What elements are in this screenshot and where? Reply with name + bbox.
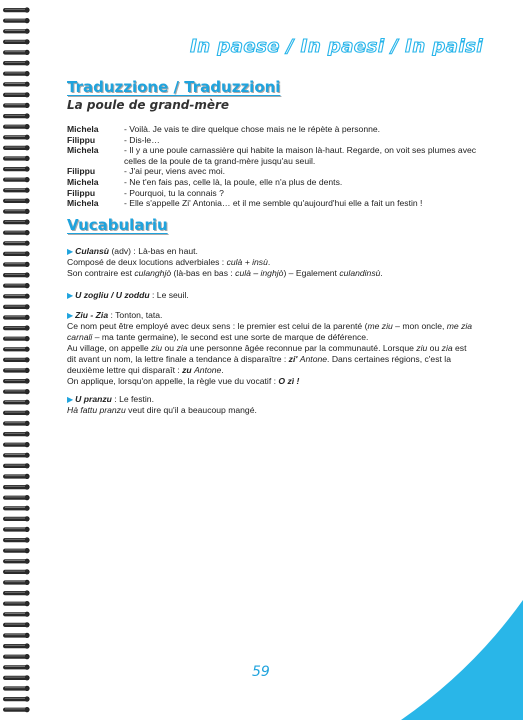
spiral-ring [3,304,30,309]
page-corner-decoration [383,600,523,720]
spiral-ring [3,548,30,553]
spiral-ring [3,92,30,97]
vocab-italic: zia [441,343,453,353]
spiral-ring [3,537,30,542]
dialogue-text: - Voilà. Je vais te dire quelque chose mais ne le répète à personne. [124,124,381,134]
vocab-text: ) – Egalement [283,268,340,278]
spiral-ring [3,580,30,585]
vocab-italic: culà – inghjò [235,268,284,278]
vocab-text: . Dans certaines régions, c'est la deuxième lettre qui disparaît : [67,354,451,375]
spiral-ring [3,622,30,627]
vocab-italic: ziu [416,343,428,353]
spiral-ring [3,18,30,23]
vocab-text: ou [427,343,442,353]
vocab-italic: Hà fattu pranzu [67,405,126,415]
dialogue-text: - Ne t'en fais pas, celle là, la poule, elle n'a plus de dents. [124,176,343,187]
dialogue-line [67,188,477,199]
bullet-triangle-icon: ▶ [67,291,74,300]
spiral-ring [3,516,30,521]
spiral-ring [3,400,30,405]
vocab-text: (là-bas en bas : [171,268,236,278]
dialogue-text: - Pourquoi, tu la connais ? [124,187,224,198]
vocab-italic: Antone [299,354,328,364]
dialogue-line [67,177,477,188]
spiral-ring [3,590,30,595]
spiral-ring [3,484,30,489]
vocab-text: . [380,268,383,278]
vocab-italic: zia [176,343,188,353]
vocab-term: Culansù [75,246,110,256]
spiral-ring [3,156,30,161]
spiral-ring [3,135,30,140]
vocab-bold-italic: O zì ! [278,376,300,386]
vocab-text: une personne âgée reconnue par la communauté. Lorsque [187,343,417,353]
spiral-ring [3,410,30,415]
vocab-italic: me zia carnali [67,321,473,342]
spiral-ring [3,527,30,532]
spiral-ring [3,431,30,436]
spiral-ring [3,177,30,182]
spiral-ring [3,665,30,670]
spiral-ring [3,495,30,500]
spiral-ring [3,336,30,341]
vocab-text: On applique, lorsqu'on appelle, la règle vue du vocatif : [67,376,279,386]
speaker-name: Filippu [67,134,96,145]
spiral-ring [3,696,30,701]
spiral-ring [3,50,30,55]
spiral-ring [3,357,30,362]
vocab-bold-italic: zi' [288,354,300,364]
dialogue-line [67,166,477,177]
vocab-text: Son contraire est [67,268,135,278]
vocab-entry-ziu [67,310,477,387]
speaker-name: Michela [67,145,99,156]
vocab-text: Ce nom peut être employé avec deux sens : le premier est celui de la parenté ( [67,321,368,331]
speaker-name: Michela [67,124,99,134]
spiral-ring [3,474,30,479]
vocab-text: veut dire qu'il a beaucoup mangé. [125,405,257,415]
spiral-binding [0,0,40,720]
vocab-term: U zogliu / U zoddu [75,290,150,300]
dialogue-text: - Il y a une poule carnassière qui habite la maison là-haut. Regarde, on voit ses plumes avec celles de la poule de ta grand-mère jusqu'au seuil. [124,145,477,166]
dialogue-line [67,145,477,166]
spiral-ring [3,463,30,468]
vocab-definition: (adv) : Là-bas en haut. [109,246,198,256]
spiral-ring [3,262,30,267]
spiral-ring [3,368,30,373]
spiral-ring [3,39,30,44]
spiral-ring [3,325,30,330]
spiral-ring [3,272,30,277]
speaker-name: Michela [67,176,99,187]
vocab-italic: me ziu [367,321,393,331]
spiral-ring [3,559,30,564]
spiral-ring [3,294,30,299]
spiral-ring [3,421,30,426]
dialogue-text: - J'ai peur, viens avec moi. [124,166,225,177]
translation-section-title: Traduzzione / Traduzzioni [67,78,281,96]
vocab-text: . [221,365,224,375]
spiral-ring [3,442,30,447]
spiral-ring [3,633,30,638]
dialogue [67,124,477,209]
spiral-ring [3,654,30,659]
vocab-text: – ma tante germaine), le second est une sorte de marque de déférence. [92,332,369,342]
spiral-ring [3,60,30,65]
vocab-definition: : Le festin. [111,394,154,404]
spiral-ring [3,71,30,76]
spiral-ring [3,188,30,193]
page-header-title: In paese / In paesi / In paisi [190,36,483,57]
vocab-text: . [267,257,271,267]
spiral-ring [3,230,30,235]
vocabulary-section-title: Vucabulariu [67,216,168,234]
spiral-ring [3,166,30,171]
spiral-ring [3,707,30,712]
translation-subtitle: La poule de grand-mère [67,98,230,112]
vocab-term: U pranzu [75,394,112,404]
spiral-ring [3,612,30,617]
spiral-ring [3,29,30,34]
spiral-ring [3,82,30,87]
bullet-triangle-icon: ▶ [67,247,74,256]
spiral-ring [3,124,30,129]
speaker-name: Filippu [67,166,96,177]
vocab-text: – mon oncle, [392,321,447,331]
spiral-ring [3,686,30,691]
spiral-ring [3,378,30,383]
vocab-definition: : Tonton, tata. [108,310,163,320]
vocab-text: Au village, on appelle [67,343,152,353]
vocab-text: ou [162,343,177,353]
spiral-ring [3,198,30,203]
spiral-ring [3,251,30,256]
vocab-italic: culà + insù [226,257,268,267]
vocab-definition: : Le seuil. [149,290,189,300]
spiral-ring [3,675,30,680]
spiral-ring [3,601,30,606]
spiral-ring [3,113,30,118]
vocab-entry-zogliu [67,290,477,301]
spiral-ring [3,219,30,224]
vocab-bold-italic: zu [182,365,195,375]
spiral-ring [3,347,30,352]
vocab-entry-pranzu [67,394,477,416]
dialogue-text: - Elle s'appelle Zi' Antonia… et il me semble qu'aujourd'hui elle a fait un festin ! [124,198,423,209]
vocab-italic: culanghjò [134,268,172,278]
dialogue-line [67,198,477,209]
vocab-italic: ziu [151,343,163,353]
spiral-ring [3,241,30,246]
vocab-entry-culansu [67,246,477,279]
speaker-name: Filippu [67,187,96,198]
spiral-ring [3,506,30,511]
vocab-text: est dit avant un nom, la lettre finale a tendance à disparaître : [67,343,467,364]
spiral-ring [3,453,30,458]
spiral-ring [3,643,30,648]
spiral-ring [3,7,30,12]
spiral-ring [3,569,30,574]
bullet-triangle-icon: ▶ [67,395,74,404]
vocab-text: Composé de deux locutions adverbiales : [67,257,227,267]
dialogue-line [67,135,477,146]
dialogue-line [67,124,477,135]
speaker-name: Michela [67,198,99,209]
dialogue-text: - Dis-le… [124,134,160,145]
spiral-ring [3,209,30,214]
spiral-ring [3,103,30,108]
bullet-triangle-icon: ▶ [67,311,74,320]
page-number: 59 [252,664,270,680]
spiral-ring [3,315,30,320]
vocab-italic: Antone [194,365,222,375]
vocab-italic: culandinsù [339,268,381,278]
spiral-ring [3,145,30,150]
spiral-ring [3,389,30,394]
vocab-term: Ziu - Zia [75,310,109,320]
spiral-ring [3,283,30,288]
